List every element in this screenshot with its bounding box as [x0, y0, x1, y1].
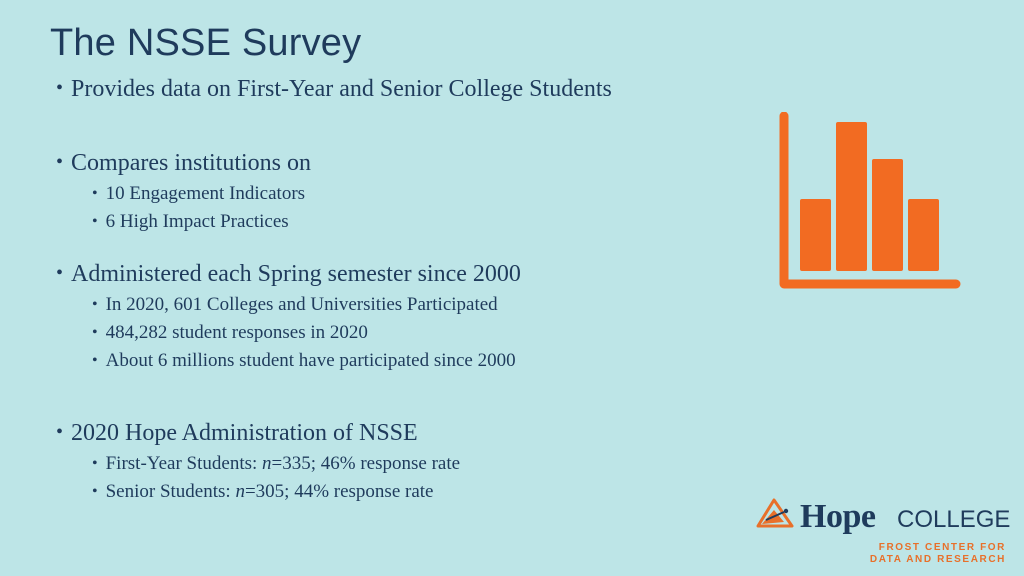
bullet-text: Administered each Spring semester since 2000 [71, 261, 521, 287]
sub-bullet-high-impact [92, 211, 289, 233]
bullet-dot: • [56, 421, 64, 443]
frost-line-2: DATA AND RESEARCH [869, 554, 1006, 565]
sub-bullet-senior [92, 481, 433, 503]
chart-bar-4 [908, 199, 939, 271]
sub-bullet-participated [92, 350, 516, 372]
bullet-dot: • [56, 151, 64, 173]
bullet-text: Compares institutions on [71, 150, 312, 176]
bullet-dot: • [92, 455, 98, 472]
bullet-dot: • [92, 296, 98, 313]
bullet-administered [56, 261, 521, 288]
bullet-hope-administration [56, 420, 418, 447]
bar-chart-icon [776, 112, 966, 294]
bullet-dot: • [56, 262, 64, 284]
sub-bullet-responses [92, 322, 368, 344]
logo-college-word: COLLEGE [897, 506, 1011, 533]
bullet-text: 6 High Impact Practices [105, 211, 289, 232]
bullet-dot: • [92, 185, 98, 202]
bullet-dot: • [92, 352, 98, 369]
bullet-dot: • [56, 77, 64, 99]
bullet-dot: • [92, 324, 98, 341]
bullet-dot: • [92, 483, 98, 500]
chart-bar-2 [836, 122, 867, 271]
logo-hope-word: Hope [800, 498, 876, 535]
bullet-text-pre: First-Year Students: [105, 453, 263, 474]
n-symbol: n [262, 453, 272, 474]
bullet-text: 2020 Hope Administration of NSSE [71, 420, 418, 446]
bullet-text: In 2020, 601 Colleges and Universities Participated [105, 294, 498, 315]
sub-bullet-2020-colleges [92, 294, 498, 316]
bullet-text-pre: Senior Students: [105, 481, 236, 502]
chart-bar-1 [800, 199, 831, 271]
n-symbol: n [235, 481, 245, 502]
chart-bar-3 [872, 159, 903, 271]
bullet-text-post: =335; 46% response rate [271, 453, 461, 474]
bullet-text-post: =305; 44% response rate [244, 481, 434, 502]
bullet-text: 484,282 student responses in 2020 [105, 322, 368, 343]
bullet-text: About 6 millions student have participated since 2000 [105, 350, 516, 371]
bullet-text: 10 Engagement Indicators [105, 183, 306, 204]
bullet-compares [56, 150, 311, 177]
hope-anchor-logo-icon [754, 496, 796, 532]
sub-bullet-first-year [92, 453, 460, 475]
bullet-provides-data [56, 76, 612, 103]
bullet-dot: • [92, 213, 98, 230]
frost-line-1: FROST CENTER FOR [878, 542, 1006, 553]
frost-center-label [870, 542, 1006, 566]
bullet-text: Provides data on First-Year and Senior College Students [71, 76, 612, 102]
sub-bullet-engagement [92, 183, 305, 205]
slide-title: The NSSE Survey [50, 22, 362, 64]
